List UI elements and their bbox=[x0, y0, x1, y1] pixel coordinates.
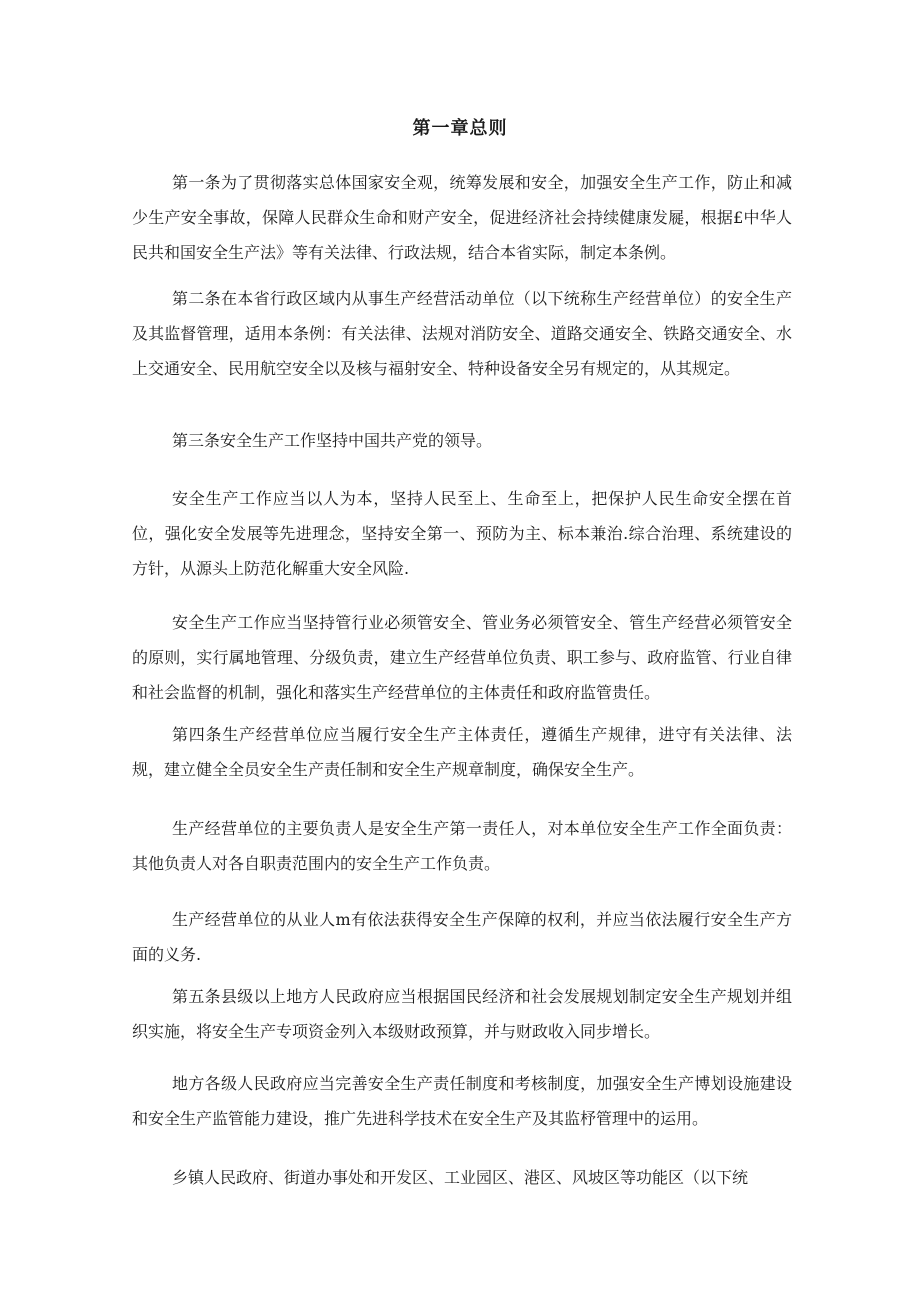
article-5-paragraph: 第五条县级以上地方人民政府应当根据国民经济和社会发展规划制定安全生产规划并组织实施，将安全生产专项资金列入本级财政预算，并与财政收入同步增长。 bbox=[132, 987, 792, 1041]
article-5-clause-3-paragraph: 乡镇人民政府、街道办事处和开发区、工业园区、港区、风坡区等功能区（以下统 bbox=[172, 1168, 749, 1187]
article-3-paragraph: 第三条安全生产工作坚持中国共产党的领导。 bbox=[172, 431, 493, 450]
chapter-title: 第一章总则 bbox=[412, 118, 508, 139]
article-2-paragraph: 第二条在本省行政区域内从事生产经营活动单位（以下统称生产经营单位）的安全生产及其监督管理，适用本条例：有关法律、法规对消防安全、道路交通安全、铁路交通安全、水上交通安全、民用航空安全以及核与福射安全、特种设备安全另有规定的，从其规定。 bbox=[132, 289, 792, 378]
article-4-paragraph: 第四条生产经营单位应当履行安全生产主体责任，遵循生产规律，进守有关法律、法规，建立健全全员安全生产责任制和安全生产规章制度，确保安全生产。 bbox=[132, 725, 792, 779]
article-1-paragraph: 第一条为了贯彻落实总体国家安全观，统筹发展和安全，加强安全生产工作，防止和减少生产安全事故，保障人民群众生命和财产安全，促进经济社会持续健康发屣，根据£中华人民共和国安全生产法》等有关法律、行政法规，结合本省实际，制定本条例。 bbox=[132, 173, 792, 262]
article-4-clause-3-paragraph: 生产经营单位的从业人m有依法获得安全生产保障的权利，并应当依法履行安全生产方面的义务. bbox=[132, 910, 792, 964]
article-5-clause-2-paragraph: 地方各级人民政府应当完善安全生产责任制度和考核制度，加强安全生产博划设施建设和安全生产监管能力建设，推广先进科学技术在安全生产及其监杼管理中的运用。 bbox=[132, 1074, 792, 1128]
article-3-clause-3-paragraph: 安全生产工作应当坚持管行业必须管安全、管业务必须管安全、管生产经营必须管安全的原则，实行属地管理、分级负责，建立生产经营单位负责、职工参与、政府监管、行业自律和社会监督的机制，强化和落实生产经营单位的主体责任和政府监管贵任。 bbox=[132, 613, 792, 702]
article-3-clause-2-paragraph: 安全生产工作应当以人为本，坚持人民至上、生命至上，把保护人民生命安全摆在首位，强化安全发展等先进理念，坚持安全第一、预防为主、标本兼治.综合治理、系统建设的方针，从源头上防范化解重大安全风险. bbox=[132, 489, 792, 578]
article-4-clause-2-paragraph: 生产经营单位的主要负责人是安全生产第一责任人，对本单位安全生产工作全面负责：其他负责人对各自职责范围内的安全生产工作负责。 bbox=[132, 819, 792, 873]
